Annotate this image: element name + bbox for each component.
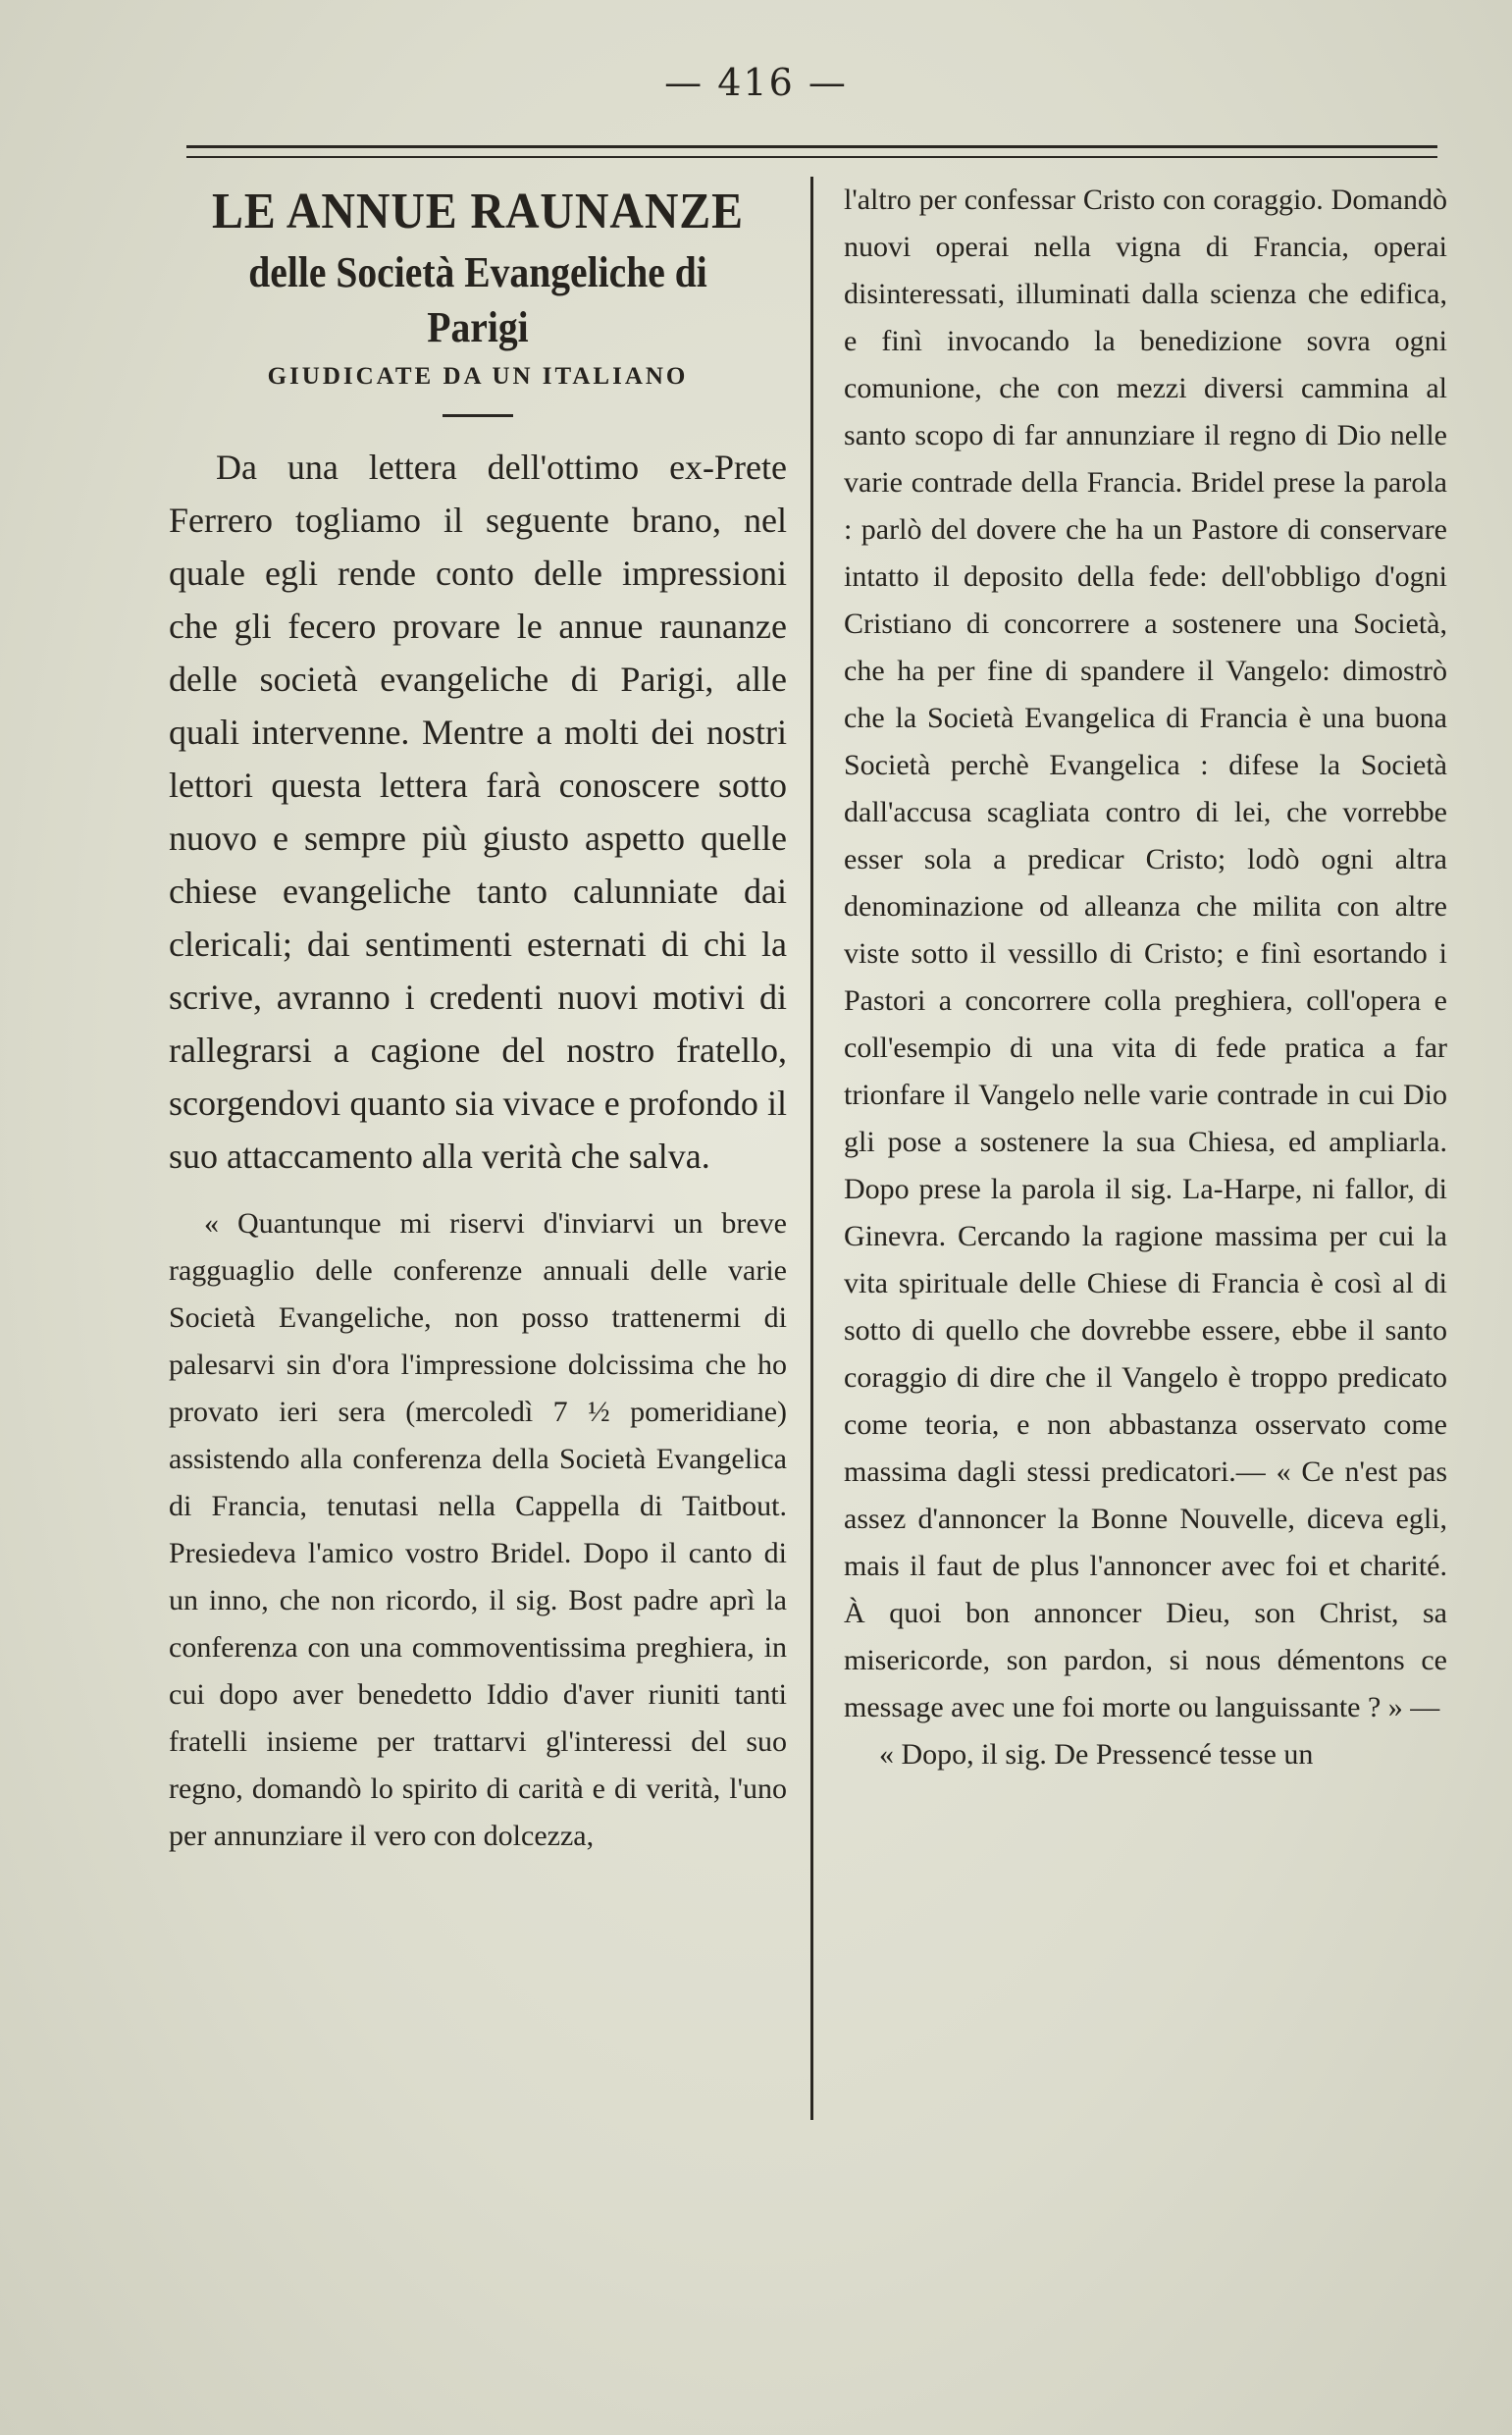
letter-right-text: l'altro per confessar Cristo con coraggio. Domandò nuovi operai nella vigna di Francia, operai disinteressati, illuminati dalla scienza che edifica, e finì invocando la benedizione sovra ogni comunione, che con mezzi diversi cammina al santo scopo di far annunziare il regno di Dio nelle varie contrade della Francia. Bridel prese la parola : parlò del dovere che ha un Pastore di conservare intatto il deposito della fede: dell'obbligo d'ogni Cristiano di concorrere a sostenere una Società, che ha per fine di spandere il Vangelo: dimostrò che la Società Evangelica di Francia è una buona Società perchè Evangelica : difese la Società dall'accusa scagliata contro di lei, che vorrebbe esser sola a predicar Cristo; lodò ogni altra denominazione od alleanza che milita con altre viste sotto il vessillo di Cristo; e finì esortando i Pastori a concorrere colla preghiera, coll'opera e coll'esempio di una vita di fede pratica a far trionfare il Vangelo nelle varie contrade in cui Dio gli pose a sostenere la sua Chiesa, ed ampliarla. Dopo prese la parola il sig. La-Harpe, ni fallor, di Ginevra. Cercando la ragione massima per cui la vita spirituale delle Chiese di Francia è così al di sotto di quello che dovrebbe essere, ebbe il santo coraggio di dire che il Vangelo è troppo predicato come teoria, e non abbastanza osservato come massima dagli stessi predicatori.— « Ce n'est pas assez d'annoncer la Bonne Nouvelle, diceva egli, mais il faut de plus l'annoncer avec foi et charité. À quoi bon annoncer Dieu, son Christ, sa misericorde, son pardon, si nous démentons ce message avec une foi morte ou languissante ? » — xyxy=(844,184,1447,1723)
letter-right-continued: « Dopo, il sig. De Pressencé tesse un xyxy=(879,1738,1314,1771)
article-title: LE ANNUE RAUNANZE xyxy=(212,184,744,239)
letter-right xyxy=(844,177,1447,1778)
page-number: — 416 — xyxy=(664,61,848,104)
letter-left-text: « Quantunque mi riservi d'inviarvi un breve ragguaglio delle conferenze annuali delle varie Società Evangeliche, non posso trattenermi di palesarvi sin d'ora l'impressione dolcissima che ho provato ieri sera (mercoledì 7 ½ pomeridiane) assistendo alla conferenza della Società Evangelica di Francia, tenutasi nella Cappella di Taitbout. Presiedeva l'amico vostro Bridel. Dopo il canto di un inno, che non ricordo, il sig. Bost padre aprì la conferenza con una commoventissima preghiera, in cui dopo aver benedetto Iddio d'aver riuniti tanti fratelli insieme per trattarvi gl'interessi del suo regno, domandò lo spirito di carità e di verità, l'uno per annunziare il vero con dolcezza, xyxy=(169,1207,787,1852)
lead-paragraph-text: Da una lettera dell'ottimo ex-Prete Ferrero togliamo il seguente brano, nel quale egli rende conto delle impressioni che gli fecero provare le annue raunanze delle società evangeliche di Parigi, alle quali intervenne. Mentre a molti dei nostri lettori questa lettera farà conoscere sotto nuovo e sempre più giusto aspetto quelle chiese evangeliche tanto calunniate dai clericali; dai sentimenti esternati di chi la scrive, avranno i credenti nuovi motivi di rallegrarsi a cagione del nostro fratello, scorgendovi quanto sia vivace e profondo il suo attaccamento alla verità che salva. xyxy=(169,448,787,1176)
article-subtitle: delle Società Evangeliche di Parigi xyxy=(248,248,707,351)
letter-left xyxy=(169,1200,787,1860)
header-rule xyxy=(186,145,1437,158)
lead-paragraph xyxy=(169,441,787,1183)
column-divider xyxy=(810,177,813,2120)
article-credit: GIUDICATE DA UN ITALIANO xyxy=(267,363,689,390)
left-column xyxy=(169,177,787,1860)
right-column xyxy=(844,177,1447,1778)
title-rule xyxy=(443,414,513,417)
